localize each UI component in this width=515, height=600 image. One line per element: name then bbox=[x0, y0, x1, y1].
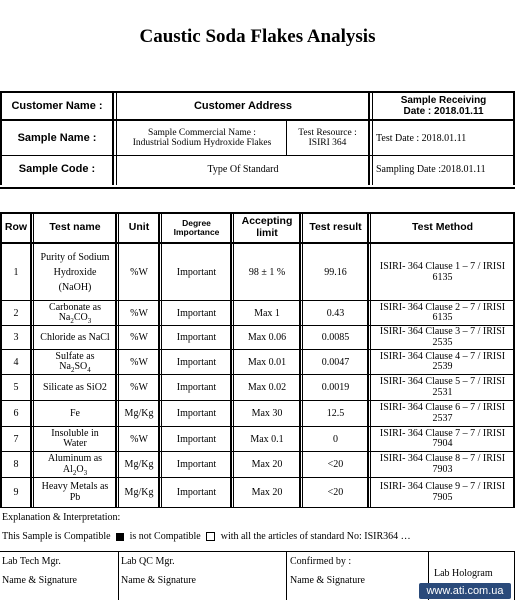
test-method-line: 7904 bbox=[432, 438, 453, 449]
formula-subscript: 2 bbox=[70, 317, 74, 325]
formula-part: Na bbox=[58, 312, 71, 323]
accepting-limit: Max 0.02 bbox=[247, 382, 287, 393]
row-number: 7 bbox=[13, 433, 19, 445]
info-border bbox=[112, 91, 114, 185]
signature-border bbox=[286, 551, 287, 600]
unit: Mg/Kg bbox=[124, 459, 154, 470]
test-method-line: 2537 bbox=[432, 412, 453, 424]
unit: %W bbox=[130, 307, 148, 319]
formula-part: SO bbox=[74, 361, 88, 372]
degree: Important bbox=[176, 408, 217, 419]
test-method-line: 2539 bbox=[432, 361, 453, 372]
lab-qc-label: Lab QC Mgr. bbox=[121, 556, 175, 567]
lab-tech-signature: Name & Signature bbox=[2, 575, 77, 586]
test-name-line: Insoluble in bbox=[51, 427, 99, 439]
test-method-line: ISIRI- 364 Clause 5 – 7 / IRISI bbox=[379, 376, 506, 387]
test-method bbox=[372, 427, 513, 451]
header-test-result: Test result bbox=[309, 221, 362, 234]
test-name-line: Aluminum as bbox=[47, 453, 103, 464]
sample-receiving-cell bbox=[374, 92, 513, 119]
test-name bbox=[35, 427, 115, 451]
test-method bbox=[372, 350, 513, 374]
test-name: Fe bbox=[70, 408, 80, 419]
test-name bbox=[35, 301, 115, 325]
test-result: 0.43 bbox=[326, 307, 345, 319]
test-name-formula bbox=[63, 465, 87, 476]
test-name: Chloride as NaCl bbox=[40, 332, 110, 343]
formula-part: Na bbox=[59, 361, 71, 372]
test-method bbox=[372, 375, 513, 400]
watermark-logo: www.ati.com.ua bbox=[419, 583, 511, 599]
test-name-line: Heavy Metals as bbox=[41, 481, 109, 492]
test-method-line: 2531 bbox=[432, 386, 453, 398]
test-name-line: Purity of Sodium bbox=[40, 251, 110, 263]
test-resource-label: Test Resource : bbox=[298, 127, 357, 138]
checked-box-icon bbox=[116, 533, 124, 541]
sampling-date: Sampling Date :2018.01.11 bbox=[376, 164, 486, 175]
unit: %W bbox=[130, 266, 148, 278]
unit: %W bbox=[130, 382, 148, 393]
test-result: <20 bbox=[327, 487, 344, 498]
test-method-line: ISIRI- 364 Clause 1 – 7 / IRISI bbox=[379, 261, 506, 272]
sample-commercial-value: Industrial Sodium Hydroxide Flakes bbox=[132, 138, 272, 148]
test-name bbox=[35, 478, 115, 507]
test-result: 99.16 bbox=[324, 266, 347, 278]
confirmed-signature: Name & Signature bbox=[290, 575, 365, 586]
test-name-line: (NaOH) bbox=[58, 281, 92, 293]
test-method bbox=[372, 301, 513, 325]
test-method-line: ISIRI- 364 Clause 9 – 7 / IRISI bbox=[379, 481, 506, 492]
test-method-line: ISIRI- 364 Clause 6 – 7 / IRISI bbox=[379, 402, 506, 413]
signature-border bbox=[118, 551, 119, 600]
sample-name-label: Sample Name : bbox=[17, 131, 97, 144]
degree: Important bbox=[176, 487, 217, 498]
test-name-line: Hydroxide bbox=[53, 266, 97, 278]
results-border bbox=[118, 212, 119, 507]
header-row: Row bbox=[4, 221, 28, 234]
results-border bbox=[115, 212, 117, 507]
results-border bbox=[302, 212, 303, 507]
test-name: Silicate as SiO2 bbox=[43, 382, 107, 393]
test-method-line: 2535 bbox=[432, 336, 453, 348]
compat-prefix: This Sample is Compatible bbox=[2, 531, 111, 542]
test-method bbox=[372, 326, 513, 349]
signature-divider bbox=[0, 551, 515, 552]
customer-name-label: Customer Name : bbox=[11, 99, 103, 112]
row-number: 1 bbox=[13, 266, 19, 278]
test-method-line: 6135 bbox=[432, 272, 453, 283]
unit: %W bbox=[130, 332, 148, 343]
test-name-formula bbox=[59, 313, 92, 324]
test-method-line: ISIRI- 364 Clause 8 – 7 / IRISI bbox=[379, 453, 506, 464]
unchecked-box-icon bbox=[206, 532, 215, 541]
row-number: 8 bbox=[13, 459, 19, 470]
accepting-limit: Max 0.1 bbox=[250, 433, 284, 445]
results-border bbox=[33, 212, 34, 507]
test-method-line: ISIRI- 364 Clause 7 – 7 / IRISI bbox=[379, 427, 506, 439]
sample-commercial-line: Sample Commercial Name : bbox=[148, 127, 256, 138]
info-border bbox=[372, 91, 373, 185]
header-accepting-limit bbox=[235, 214, 299, 242]
results-border bbox=[158, 212, 160, 507]
test-result: 0.0047 bbox=[321, 356, 350, 368]
test-result: 0.0019 bbox=[321, 382, 350, 393]
sample-commercial-name bbox=[118, 121, 286, 155]
lab-qc-signature: Name & Signature bbox=[121, 575, 196, 586]
test-method-line: ISIRI- 364 Clause 3 – 7 / IRISI bbox=[379, 326, 506, 337]
test-name bbox=[35, 244, 115, 300]
formula-subscript: 4 bbox=[87, 366, 91, 374]
accepting-limit: Max 20 bbox=[251, 487, 283, 498]
unit: %W bbox=[130, 433, 148, 445]
results-divider bbox=[0, 507, 515, 508]
formula-subscript: 2 bbox=[72, 468, 77, 477]
test-resource-value: ISIRI 364 bbox=[308, 138, 347, 148]
accepting-limit: Max 20 bbox=[251, 459, 283, 470]
accepting-limit: 98 ± 1 % bbox=[248, 266, 286, 278]
document-title: Caustic Soda Flakes Analysis bbox=[139, 26, 376, 47]
degree: Important bbox=[176, 382, 217, 393]
test-result: 0 bbox=[333, 433, 338, 445]
customer-address-label: Customer Address bbox=[193, 99, 292, 112]
results-border bbox=[299, 212, 301, 507]
test-result: 12.5 bbox=[326, 408, 345, 419]
test-method-line: ISIRI- 364 Clause 4 – 7 / IRISI bbox=[379, 350, 506, 362]
row-number: 5 bbox=[13, 382, 19, 393]
test-result: <20 bbox=[327, 459, 344, 470]
row-number: 4 bbox=[13, 356, 19, 368]
degree: Important bbox=[176, 356, 217, 368]
results-border bbox=[367, 212, 369, 507]
accepting-limit: Max 0.01 bbox=[247, 356, 287, 368]
results-border bbox=[230, 212, 232, 507]
row-number: 2 bbox=[13, 307, 19, 319]
accepting-limit: Max 30 bbox=[251, 408, 283, 419]
lab-tech-label: Lab Tech Mgr. bbox=[2, 556, 61, 567]
test-name-line: Pb bbox=[69, 491, 81, 503]
type-of-standard: Type Of Standard bbox=[207, 164, 279, 175]
results-border bbox=[233, 212, 234, 507]
test-name-formula bbox=[59, 362, 90, 373]
header-degree-importance bbox=[163, 214, 230, 242]
header-test-method: Test Method bbox=[411, 221, 474, 234]
row-number: 9 bbox=[13, 487, 19, 498]
header-unit: Unit bbox=[128, 221, 150, 234]
compat-middle: is not Compatible bbox=[129, 531, 201, 542]
unit: Mg/Kg bbox=[124, 408, 154, 419]
test-date: Test Date : 2018.01.11 bbox=[376, 132, 467, 144]
unit: %W bbox=[130, 356, 148, 368]
formula-subscript: 2 bbox=[70, 366, 75, 374]
test-result: 0.0085 bbox=[321, 332, 350, 343]
row-number: 3 bbox=[13, 332, 19, 343]
header-accepting-line: Accepting bbox=[241, 215, 293, 228]
sample-receiving-label: Sample Receiving bbox=[400, 94, 487, 106]
test-name-line: Water bbox=[63, 438, 87, 449]
lab-hologram-label: Lab Hologram bbox=[434, 568, 493, 579]
row-number: 6 bbox=[13, 408, 19, 419]
confirmed-label: Confirmed by : bbox=[290, 556, 352, 567]
results-border bbox=[370, 212, 371, 507]
test-method-line: 7905 bbox=[432, 491, 453, 503]
formula-subscript: 3 bbox=[83, 468, 88, 477]
test-method-line: ISIRI- 364 Clause 2 – 7 / IRISI bbox=[379, 301, 506, 313]
results-border bbox=[30, 212, 32, 507]
results-border bbox=[161, 212, 162, 507]
test-name-line: Carbonate as bbox=[49, 301, 101, 313]
accepting-limit: Max 1 bbox=[254, 307, 280, 319]
test-method bbox=[372, 244, 513, 300]
test-method bbox=[372, 452, 513, 477]
formula-subscript: 3 bbox=[87, 317, 92, 325]
degree: Important bbox=[176, 459, 217, 470]
info-border bbox=[368, 91, 370, 185]
receiving-date: Date : 2018.01.11 bbox=[403, 105, 484, 117]
test-name bbox=[35, 452, 115, 477]
degree: Important bbox=[176, 433, 217, 445]
header-degree-line: Degree bbox=[182, 217, 211, 228]
formula-part: O bbox=[76, 463, 84, 475]
compatibility-statement bbox=[2, 531, 411, 542]
explanation-label: Explanation & Interpretation: bbox=[2, 512, 121, 523]
degree: Important bbox=[176, 332, 217, 343]
degree: Important bbox=[176, 307, 217, 319]
test-method bbox=[372, 478, 513, 507]
info-border bbox=[116, 91, 117, 185]
test-name bbox=[35, 350, 115, 374]
header-limit-line: limit bbox=[256, 227, 278, 239]
test-name-line: Sulfate as bbox=[55, 350, 95, 362]
header-test-name: Test name bbox=[49, 221, 101, 234]
unit: Mg/Kg bbox=[124, 487, 154, 498]
compat-suffix: with all the articles of standard No: ISIR364 … bbox=[220, 531, 411, 542]
accepting-limit: Max 0.06 bbox=[247, 332, 287, 343]
formula-part: Al bbox=[62, 463, 73, 475]
sample-code-label: Sample Code : bbox=[18, 163, 96, 176]
test-resource bbox=[287, 121, 368, 155]
test-method-line: 6135 bbox=[432, 312, 453, 323]
test-method-line: 7903 bbox=[432, 463, 453, 475]
degree: Important bbox=[176, 266, 217, 278]
test-method bbox=[372, 401, 513, 426]
formula-part: CO bbox=[73, 312, 88, 323]
header-importance-line: Importance bbox=[173, 227, 220, 237]
